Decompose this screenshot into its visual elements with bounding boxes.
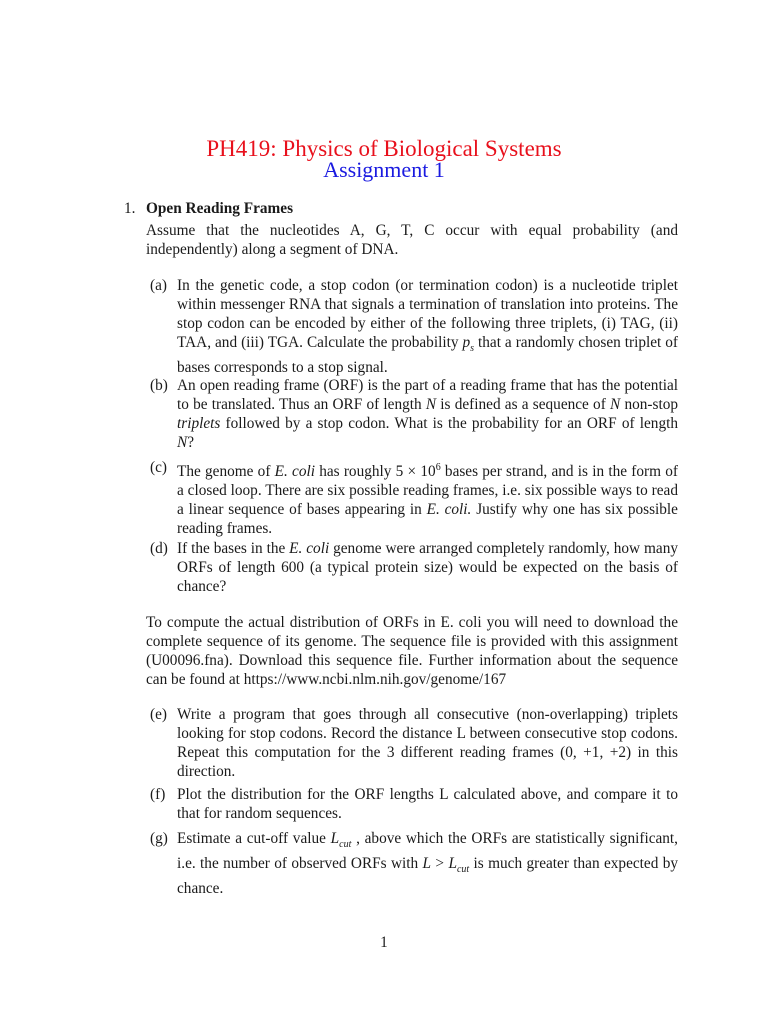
sub-question-text: An open reading frame (ORF) is the part of a reading frame that has the potential to be translated. Thus an ORF of length N is defined as a sequence of N non-stop triplets followed by a stop codon. What is the probability for an ORF of length N? [177,377,678,451]
sub-question-g [150,829,678,898]
sub-question-text: Write a program that goes through all consecutive (non-overlapping) triplets looking for stop codons. Record the distance L between consecutive stop codons. Repeat this computation for the 3 different reading frames (0, +1, +2) in this direction. [177,706,678,780]
sub-question-label: (e) [150,706,167,723]
sub-question-d [150,539,678,596]
sub-question-text: If the bases in the E. coli genome were arranged completely randomly, how many ORFs of length 600 (a typical protein size) would be expected on the basis of chance? [177,540,678,595]
sub-question-label: (g) [150,830,168,847]
document-title: PH419: Physics of Biological Systems [206,136,562,161]
sub-question-a [150,276,678,377]
sub-question-f [150,785,678,823]
sub-question-text: In the genetic code, a stop codon (or termination codon) is a nucleotide triplet within messenger RNA that signals a termination of translation into proteins. The stop codon can be encoded by either of the following three triplets, (i) TAG, (ii) TAA, and (iii) TGA. Calculate the probability $p_s$ that a randomly chosen triplet of bases corresponds to a stop signal. [177,277,678,377]
question-intro: Assume that the nucleotides A, G, T, C occur with equal probability (and independently) along a segment of DNA. [146,222,678,258]
sub-question-b [150,376,678,452]
question-number: 1. [124,200,136,217]
middle-paragraph: To compute the actual distribution of ORFs in E. coli you will need to download the complete sequence of its genome. The sequence file is provided with this assignment (U00096.fna). Download this sequence file. Further information about the sequence can be found at https://www.ncbi.nlm.nih.gov/genome/167 [146,614,678,688]
page-number: 1 [380,934,388,951]
sub-question-text: Plot the distribution for the ORF lengths L calculated above, and compare it to that for random sequences. [177,786,678,822]
document-subtitle: Assignment 1 [323,157,445,182]
sub-question-text: The genome of E. coli has roughly $5 \times 10^6$ bases per strand, and is in the form of a closed loop. There are six possible reading frames, i.e. six possible ways to read a linear sequence of bases appearing in E. coli. Justify why one has six possible reading frames. [177,462,678,538]
sub-question-label: (a) [150,277,167,294]
sub-question-label: (c) [150,459,167,476]
sub-question-label: (d) [150,540,168,557]
sub-question-text: Estimate a cut-off value $L_{cut}$ , above which the ORFs are statistically significant, i.e. the number of observed ORFs with $L > L_{cut}$ is much greater than expected by chance. [177,830,679,898]
sub-question-label: (f) [150,786,166,803]
question-title: Open Reading Frames [146,200,294,217]
sub-question-c [150,458,678,538]
sub-question-label: (b) [150,377,168,394]
sub-question-e [150,705,678,781]
